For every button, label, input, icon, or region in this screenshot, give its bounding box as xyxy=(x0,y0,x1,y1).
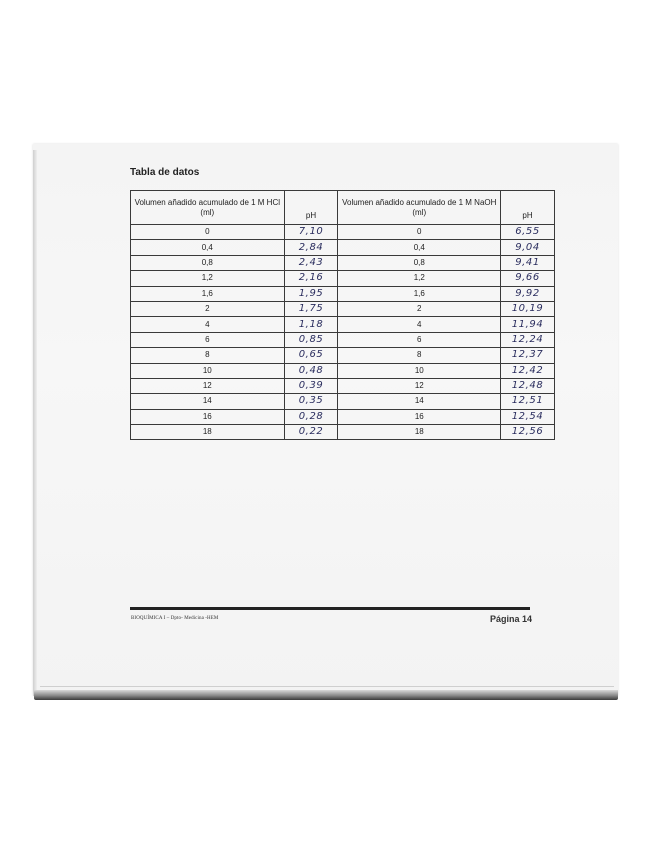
cell-naoh-ph: 10,19 xyxy=(501,301,555,316)
cell-hcl-ph: 1,18 xyxy=(284,317,338,332)
cell-hcl-ph: 0,22 xyxy=(284,425,338,440)
table-row xyxy=(131,348,555,363)
cell-naoh-ph: 12,37 xyxy=(501,348,555,363)
cell-hcl-volume: 0 xyxy=(131,225,285,240)
cell-hcl-ph: 1,75 xyxy=(284,301,338,316)
cell-hcl-volume: 4 xyxy=(131,317,285,332)
cell-naoh-ph: 12,54 xyxy=(501,409,555,424)
header-naoh-ph: pH xyxy=(501,191,555,225)
table-title: Tabla de datos xyxy=(130,167,200,178)
cell-hcl-volume: 16 xyxy=(131,409,285,424)
cell-hcl-ph: 7,10 xyxy=(284,225,338,240)
footer-rule xyxy=(130,607,530,610)
cell-hcl-ph: 0,35 xyxy=(284,394,338,409)
table-header-row xyxy=(131,191,555,225)
cell-naoh-ph: 12,51 xyxy=(501,394,555,409)
header-hcl-ph: pH xyxy=(284,191,338,225)
cell-naoh-ph: 12,42 xyxy=(501,363,555,378)
cell-naoh-ph: 9,41 xyxy=(501,255,555,270)
cell-hcl-ph: 0,39 xyxy=(284,378,338,393)
cell-naoh-ph: 12,48 xyxy=(501,378,555,393)
cell-naoh-volume: 0,4 xyxy=(338,240,501,255)
header-naoh-volume: Volumen añadido acumulado de 1 M NaOH (ml) xyxy=(338,191,501,225)
table-row xyxy=(131,317,555,332)
cell-naoh-ph: 9,92 xyxy=(501,286,555,301)
cell-hcl-volume: 1,2 xyxy=(131,271,285,286)
paper-bottom-line xyxy=(40,686,614,687)
cell-naoh-volume: 14 xyxy=(338,394,501,409)
cell-naoh-volume: 0,8 xyxy=(338,255,501,270)
table-row xyxy=(131,332,555,347)
cell-hcl-ph: 1,95 xyxy=(284,286,338,301)
cell-naoh-ph: 9,04 xyxy=(501,240,555,255)
cell-hcl-ph: 2,84 xyxy=(284,240,338,255)
cell-hcl-volume: 1,6 xyxy=(131,286,285,301)
table-row xyxy=(131,409,555,424)
header-hcl-volume: Volumen añadido acumulado de 1 M HCl (ml) xyxy=(131,191,285,225)
footer-course-label: BIOQUÍMICA I – Dpto- Medicina -HEM xyxy=(131,616,219,621)
cell-naoh-volume: 8 xyxy=(338,348,501,363)
table-row xyxy=(131,240,555,255)
cell-naoh-ph: 11,94 xyxy=(501,317,555,332)
table-row xyxy=(131,378,555,393)
table-row xyxy=(131,301,555,316)
cell-naoh-volume: 6 xyxy=(338,332,501,347)
cell-naoh-ph: 6,55 xyxy=(501,225,555,240)
cell-naoh-volume: 1,6 xyxy=(338,286,501,301)
table-row xyxy=(131,363,555,378)
cell-naoh-volume: 18 xyxy=(338,425,501,440)
cell-hcl-volume: 0,8 xyxy=(131,255,285,270)
cell-hcl-ph: 2,16 xyxy=(284,271,338,286)
cell-naoh-volume: 2 xyxy=(338,301,501,316)
cell-hcl-volume: 14 xyxy=(131,394,285,409)
cell-hcl-ph: 2,43 xyxy=(284,255,338,270)
footer-page-number: Página 14 xyxy=(490,614,533,624)
cell-hcl-volume: 2 xyxy=(131,301,285,316)
cell-hcl-ph: 0,48 xyxy=(284,363,338,378)
cell-hcl-volume: 8 xyxy=(131,348,285,363)
cell-naoh-volume: 1,2 xyxy=(338,271,501,286)
cell-naoh-volume: 16 xyxy=(338,409,501,424)
cell-naoh-ph: 9,66 xyxy=(501,271,555,286)
table-row xyxy=(131,255,555,270)
cell-hcl-volume: 12 xyxy=(131,378,285,393)
table-row xyxy=(131,286,555,301)
table-row xyxy=(131,394,555,409)
cell-hcl-volume: 10 xyxy=(131,363,285,378)
cell-hcl-ph: 0,85 xyxy=(284,332,338,347)
cell-naoh-volume: 0 xyxy=(338,225,501,240)
cell-hcl-volume: 6 xyxy=(131,332,285,347)
cell-naoh-volume: 4 xyxy=(338,317,501,332)
cell-hcl-ph: 0,65 xyxy=(284,348,338,363)
table-body xyxy=(131,225,555,440)
data-table xyxy=(130,190,555,440)
cell-hcl-volume: 0,4 xyxy=(131,240,285,255)
cell-naoh-ph: 12,24 xyxy=(501,332,555,347)
cell-naoh-ph: 12,56 xyxy=(501,425,555,440)
paper-bottom-shadow xyxy=(34,690,618,700)
cell-hcl-ph: 0,28 xyxy=(284,409,338,424)
paper-left-edge xyxy=(33,150,37,696)
table-row xyxy=(131,425,555,440)
cell-naoh-volume: 12 xyxy=(338,378,501,393)
table-row xyxy=(131,225,555,240)
cell-naoh-volume: 10 xyxy=(338,363,501,378)
cell-hcl-volume: 18 xyxy=(131,425,285,440)
table-row xyxy=(131,271,555,286)
